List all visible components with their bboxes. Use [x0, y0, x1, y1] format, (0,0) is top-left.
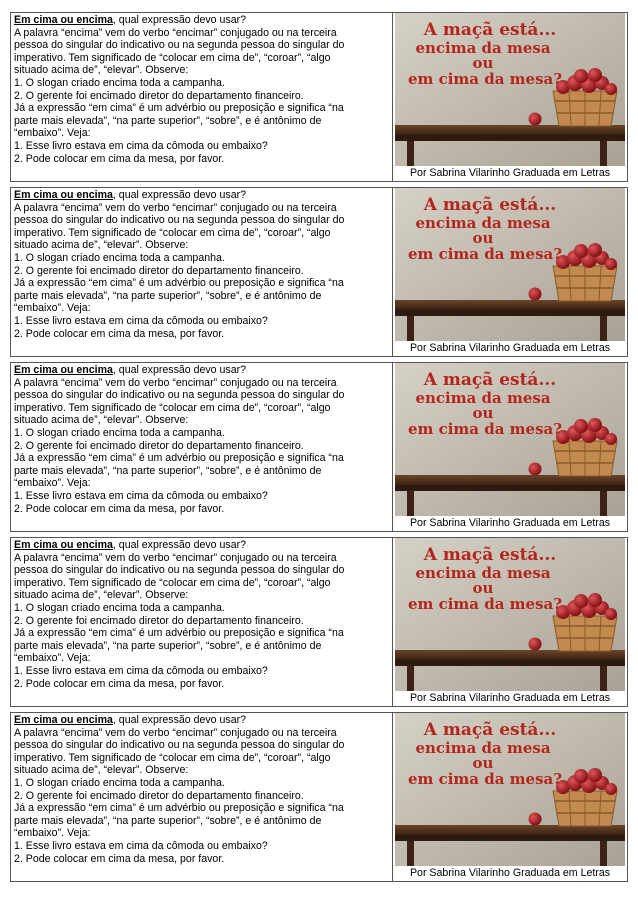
picture-text-line: em cima da mesa? — [407, 245, 563, 263]
lesson-line: imperativo. Tem significado de “colocar em cima de”, “coroar”, “algo — [14, 576, 331, 589]
author-credit: Por Sabrina Vilarinho Graduada em Letras — [409, 692, 611, 704]
table-leg — [407, 666, 414, 691]
lesson-title-line — [14, 714, 390, 727]
example-line: 1. Esse livro estava em cima da cômoda ou embaixo? — [14, 314, 268, 327]
lesson-title-line — [14, 189, 390, 202]
table-leg — [407, 316, 414, 341]
lesson-line: pessoa do singular do indicativo ou na segunda pessoa do singular do — [14, 389, 345, 402]
lesson-line: situado acima de”, “elevar”. Observe: — [14, 239, 189, 252]
apple — [574, 69, 588, 83]
illustration-panel — [393, 188, 627, 356]
picture-text-line: ou — [472, 754, 494, 772]
example-line: 1. O slogan criado encima toda a campanha. — [14, 76, 225, 89]
picture-text-line: A maçã está... — [423, 720, 557, 740]
example-line: 2. Pode colocar em cima da mesa, por favor. — [14, 502, 225, 515]
lesson-title-line — [14, 364, 390, 377]
picture-text-line: ou — [472, 54, 494, 72]
lesson-line: situado acima de”, “elevar”. Observe: — [14, 764, 189, 777]
example-line: 1. O slogan criado encima toda a campanha. — [14, 776, 225, 789]
lesson-line: Já a expressão “em cima” é um advérbio ou preposição e significa “na — [14, 102, 344, 115]
lesson-line: situado acima de”, “elevar”. Observe: — [14, 64, 189, 77]
illustration-panel — [393, 713, 627, 881]
picture-text-line: encima da mesa — [415, 739, 551, 757]
lesson-card — [10, 712, 628, 882]
example-line: 1. Esse livro estava em cima da cômoda ou embaixo? — [14, 139, 268, 152]
example-line: 1. Esse livro estava em cima da cômoda ou embaixo? — [14, 839, 268, 852]
lesson-card — [10, 537, 628, 707]
lesson-line: imperativo. Tem significado de “colocar em cima de”, “coroar”, “algo — [14, 51, 331, 64]
picture-text-line: em cima da mesa? — [407, 595, 563, 613]
lesson-text — [11, 188, 393, 356]
picture-text-line: ou — [472, 229, 494, 247]
table-edge — [395, 485, 625, 491]
picture-text-line: A maçã está... — [423, 370, 557, 390]
lesson-title-line — [14, 14, 390, 27]
lesson-line: parte mais elevada”, “na parte superior”, “sobre”, e é antônimo de — [14, 814, 322, 827]
example-line: 2. Pode colocar em cima da mesa, por favor. — [14, 852, 225, 865]
table-edge — [395, 135, 625, 141]
picture-text-line: A maçã está... — [423, 20, 557, 40]
apple-basket-illustration — [395, 13, 625, 166]
picture-text-line: em cima da mesa? — [407, 420, 563, 438]
lesson-card — [10, 12, 628, 182]
example-line: 1. O slogan criado encima toda a campanha. — [14, 601, 225, 614]
apple — [588, 418, 602, 432]
table-leg — [600, 141, 607, 166]
example-line: 1. O slogan criado encima toda a campanha. — [14, 251, 225, 264]
lesson-line: A palavra “encima” vem do verbo “encimar” conjugado ou na terceira — [14, 551, 337, 564]
lesson-title: Em cima ou encima — [14, 189, 113, 201]
lesson-title: Em cima ou encima — [14, 714, 113, 726]
lesson-question: , qual expressão devo usar? — [112, 714, 247, 726]
lesson-line: situado acima de”, “elevar”. Observe: — [14, 414, 189, 427]
author-credit: Por Sabrina Vilarinho Graduada em Letras — [409, 517, 611, 529]
apple-on-table — [529, 813, 542, 826]
apple-on-table — [529, 638, 542, 651]
table-leg — [600, 666, 607, 691]
lesson-question: , qual expressão devo usar? — [112, 539, 247, 551]
lesson-question: , qual expressão devo usar? — [112, 14, 247, 26]
example-line: 2. Pode colocar em cima da mesa, por favor. — [14, 677, 225, 690]
apple — [574, 594, 588, 608]
picture-text-line: encima da mesa — [415, 39, 551, 57]
picture-text-line: A maçã está... — [423, 195, 557, 215]
lesson-line: “embaixo”. Veja: — [14, 477, 91, 490]
card-list — [10, 12, 628, 887]
lesson-question: , qual expressão devo usar? — [112, 189, 247, 201]
table-leg — [600, 316, 607, 341]
lesson-line: A palavra “encima” vem do verbo “encimar” conjugado ou na terceira — [14, 376, 337, 389]
example-line: 2. O gerente foi encimado diretor do departamento financeiro. — [14, 614, 304, 627]
table-leg — [600, 841, 607, 866]
lesson-line: parte mais elevada”, “na parte superior”, “sobre”, e é antônimo de — [14, 464, 322, 477]
lesson-text — [11, 538, 393, 706]
illustration-panel — [393, 13, 627, 181]
illustration-panel — [393, 538, 627, 706]
lesson-card — [10, 362, 628, 532]
lesson-text — [11, 13, 393, 181]
lesson-line: Já a expressão “em cima” é um advérbio ou preposição e significa “na — [14, 627, 344, 640]
apple — [588, 593, 602, 607]
example-line: 2. O gerente foi encimado diretor do departamento financeiro. — [14, 439, 304, 452]
table-leg — [407, 841, 414, 866]
example-line: 1. Esse livro estava em cima da cômoda ou embaixo? — [14, 664, 268, 677]
example-line: 2. Pode colocar em cima da mesa, por favor. — [14, 152, 225, 165]
example-line: 1. O slogan criado encima toda a campanha. — [14, 426, 225, 439]
apple — [574, 244, 588, 258]
table-edge — [395, 835, 625, 841]
apple — [588, 68, 602, 82]
apple-basket-illustration — [395, 538, 625, 691]
apple — [588, 243, 602, 257]
apple — [605, 783, 617, 795]
lesson-title-line — [14, 539, 390, 552]
lesson-line: “embaixo”. Veja: — [14, 302, 91, 315]
picture-text-line: em cima da mesa? — [407, 770, 563, 788]
apple-on-table — [529, 288, 542, 301]
lesson-line: imperativo. Tem significado de “colocar em cima de”, “coroar”, “algo — [14, 401, 331, 414]
lesson-line: situado acima de”, “elevar”. Observe: — [14, 589, 189, 602]
lesson-title: Em cima ou encima — [14, 14, 113, 26]
picture-text-line: encima da mesa — [415, 389, 551, 407]
lesson-card — [10, 187, 628, 357]
lesson-line: parte mais elevada”, “na parte superior”, “sobre”, e é antônimo de — [14, 639, 322, 652]
apple — [574, 419, 588, 433]
table-leg — [407, 141, 414, 166]
lesson-line: A palavra “encima” vem do verbo “encimar” conjugado ou na terceira — [14, 726, 337, 739]
lesson-line: “embaixo”. Veja: — [14, 827, 91, 840]
author-credit: Por Sabrina Vilarinho Graduada em Letras — [409, 867, 611, 879]
apple — [605, 83, 617, 95]
lesson-text — [11, 363, 393, 531]
lesson-line: “embaixo”. Veja: — [14, 127, 91, 140]
apple-basket-illustration — [395, 713, 625, 866]
picture-text-line: encima da mesa — [415, 214, 551, 232]
example-line: 2. O gerente foi encimado diretor do departamento financeiro. — [14, 789, 304, 802]
author-credit: Por Sabrina Vilarinho Graduada em Letras — [409, 342, 611, 354]
lesson-text — [11, 713, 393, 881]
apple-on-table — [529, 463, 542, 476]
table-leg — [407, 491, 414, 516]
picture-text-line: encima da mesa — [415, 564, 551, 582]
apple — [574, 769, 588, 783]
example-line: 2. O gerente foi encimado diretor do departamento financeiro. — [14, 264, 304, 277]
picture-text-line: ou — [472, 404, 494, 422]
table-leg — [600, 491, 607, 516]
lesson-line: parte mais elevada”, “na parte superior”, “sobre”, e é antônimo de — [14, 289, 322, 302]
table-edge — [395, 660, 625, 666]
lesson-line: Já a expressão “em cima” é um advérbio ou preposição e significa “na — [14, 277, 344, 290]
lesson-title: Em cima ou encima — [14, 364, 113, 376]
lesson-line: pessoa do singular do indicativo ou na segunda pessoa do singular do — [14, 39, 345, 52]
lesson-line: pessoa do singular do indicativo ou na segunda pessoa do singular do — [14, 564, 345, 577]
apple — [605, 608, 617, 620]
table-edge — [395, 310, 625, 316]
lesson-line: A palavra “encima” vem do verbo “encimar” conjugado ou na terceira — [14, 201, 337, 214]
apple — [588, 768, 602, 782]
lesson-title: Em cima ou encima — [14, 539, 113, 551]
picture-text-line: em cima da mesa? — [407, 70, 563, 88]
lesson-line: parte mais elevada”, “na parte superior”, “sobre”, e é antônimo de — [14, 114, 322, 127]
illustration-panel — [393, 363, 627, 531]
lesson-line: pessoa do singular do indicativo ou na segunda pessoa do singular do — [14, 739, 345, 752]
apple-basket-illustration — [395, 188, 625, 341]
lesson-line: imperativo. Tem significado de “colocar em cima de”, “coroar”, “algo — [14, 226, 331, 239]
apple-basket-illustration — [395, 363, 625, 516]
example-line: 2. Pode colocar em cima da mesa, por favor. — [14, 327, 225, 340]
lesson-line: “embaixo”. Veja: — [14, 652, 91, 665]
example-line: 2. O gerente foi encimado diretor do departamento financeiro. — [14, 89, 304, 102]
apple-on-table — [529, 113, 542, 126]
lesson-line: pessoa do singular do indicativo ou na segunda pessoa do singular do — [14, 214, 345, 227]
picture-text-line: ou — [472, 579, 494, 597]
author-credit: Por Sabrina Vilarinho Graduada em Letras — [409, 167, 611, 179]
example-line: 1. Esse livro estava em cima da cômoda ou embaixo? — [14, 489, 268, 502]
lesson-line: imperativo. Tem significado de “colocar em cima de”, “coroar”, “algo — [14, 751, 331, 764]
apple — [605, 433, 617, 445]
picture-text-line: A maçã está... — [423, 545, 557, 565]
lesson-question: , qual expressão devo usar? — [112, 364, 247, 376]
apple — [605, 258, 617, 270]
lesson-line: Já a expressão “em cima” é um advérbio ou preposição e significa “na — [14, 802, 344, 815]
lesson-line: A palavra “encima” vem do verbo “encimar” conjugado ou na terceira — [14, 26, 337, 39]
lesson-line: Já a expressão “em cima” é um advérbio ou preposição e significa “na — [14, 452, 344, 465]
